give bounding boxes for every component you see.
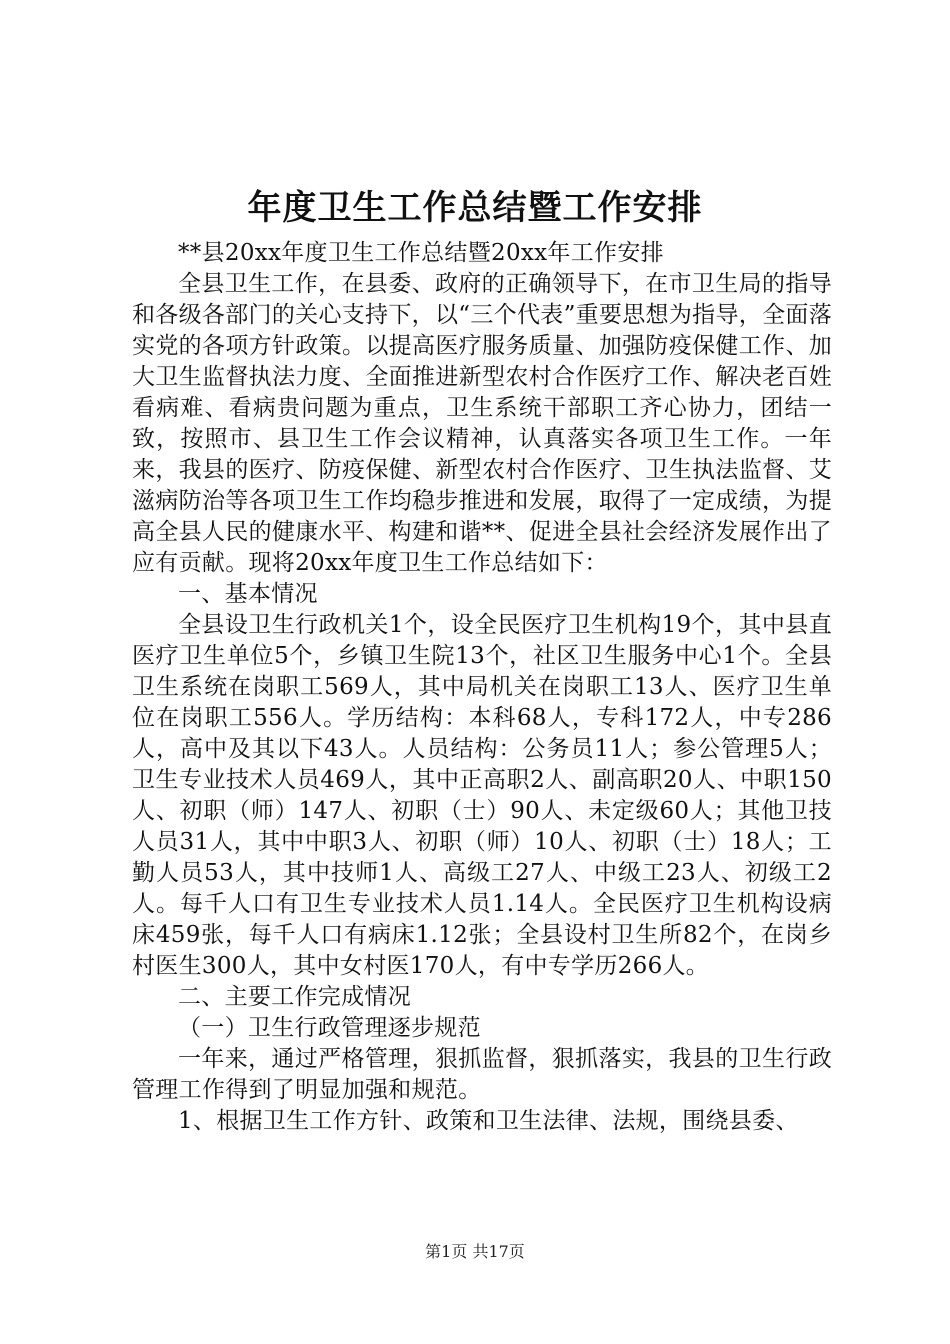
subsection-heading-admin: （一）卫生行政管理逐步规范 (178, 1015, 481, 1041)
paragraph-intro: 全县卫生工作，在县委、政府的正确领导下，在市卫生局的指导和各级各部门的关心支持下，以“三个代表”重要思想为指导，全面落实党的各项方针政策。以提高医疗服务质量、加强防疫保健工作、加大卫生监督执法力度、全面推进新型农村合作医疗工作、解决老百姓看病难、看病贵问题为重点，卫生系统干部职工齐心协力，团结一致，按照市、县卫生工作会议精神，认真落实各项卫生工作。一年来，我县的医疗、防疫保健、新型农村合作医疗、卫生执法监督、艾滋病防治等各项卫生工作均稳步推进和发展，取得了一定成绩，为提高全县人民的健康水平、构建和谐**、促进全县社会经济发展作出了应有贡献。现将20xx年度卫生工作总结如下： (132, 271, 832, 576)
document-subtitle: **县20xx年度卫生工作总结暨20xx年工作安排 (178, 240, 664, 266)
paragraph-basic-info: 全县设卫生行政机关1个，设全民医疗卫生机构19个，其中县直医疗卫生单位5个，乡镇卫生院13个，社区卫生服务中心1个。全县卫生系统在岗职工569人，其中局机关在岗职工13人、医疗卫生单位在岗职工556人。学历结构：本科68人，专科172人，中专286人，高中及其以下43人。人员结构：公务员11人；参公管理5人；卫生专业技术人员469人，其中正高职2人、副高职20人、中职150人、初职（师）147人、初职（士）90人、未定级60人；其他卫技人员31人，其中中职3人、初职（师）10人、初职（士）18人；工勤人员53人，其中技师1人、高级工27人、中级工23人、初级工2人。每千人口有卫生专业技术人员1.14人。全民医疗卫生机构设病床459张，每千人口有病床1.12张；全县设村卫生所82个，在岗乡村医生300人，其中女村医170人，有中专学历266人。 (132, 612, 832, 979)
document-title: 年度卫生工作总结暨工作安排 (247, 188, 703, 228)
section-heading-main-work: 二、主要工作完成情况 (178, 984, 411, 1010)
page-number-footer: 第1页 共17页 (425, 1242, 525, 1261)
document-body (132, 238, 832, 1137)
section-heading-basic: 一、基本情况 (178, 581, 318, 607)
paragraph-item-1: 1、根据卫生工作方针、政策和卫生法律、法规，围绕县委、 (178, 1108, 799, 1134)
paragraph-admin: 一年来，通过严格管理，狠抓监督，狠抓落实，我县的卫生行政管理工作得到了明显加强和规范。 (132, 1046, 832, 1103)
